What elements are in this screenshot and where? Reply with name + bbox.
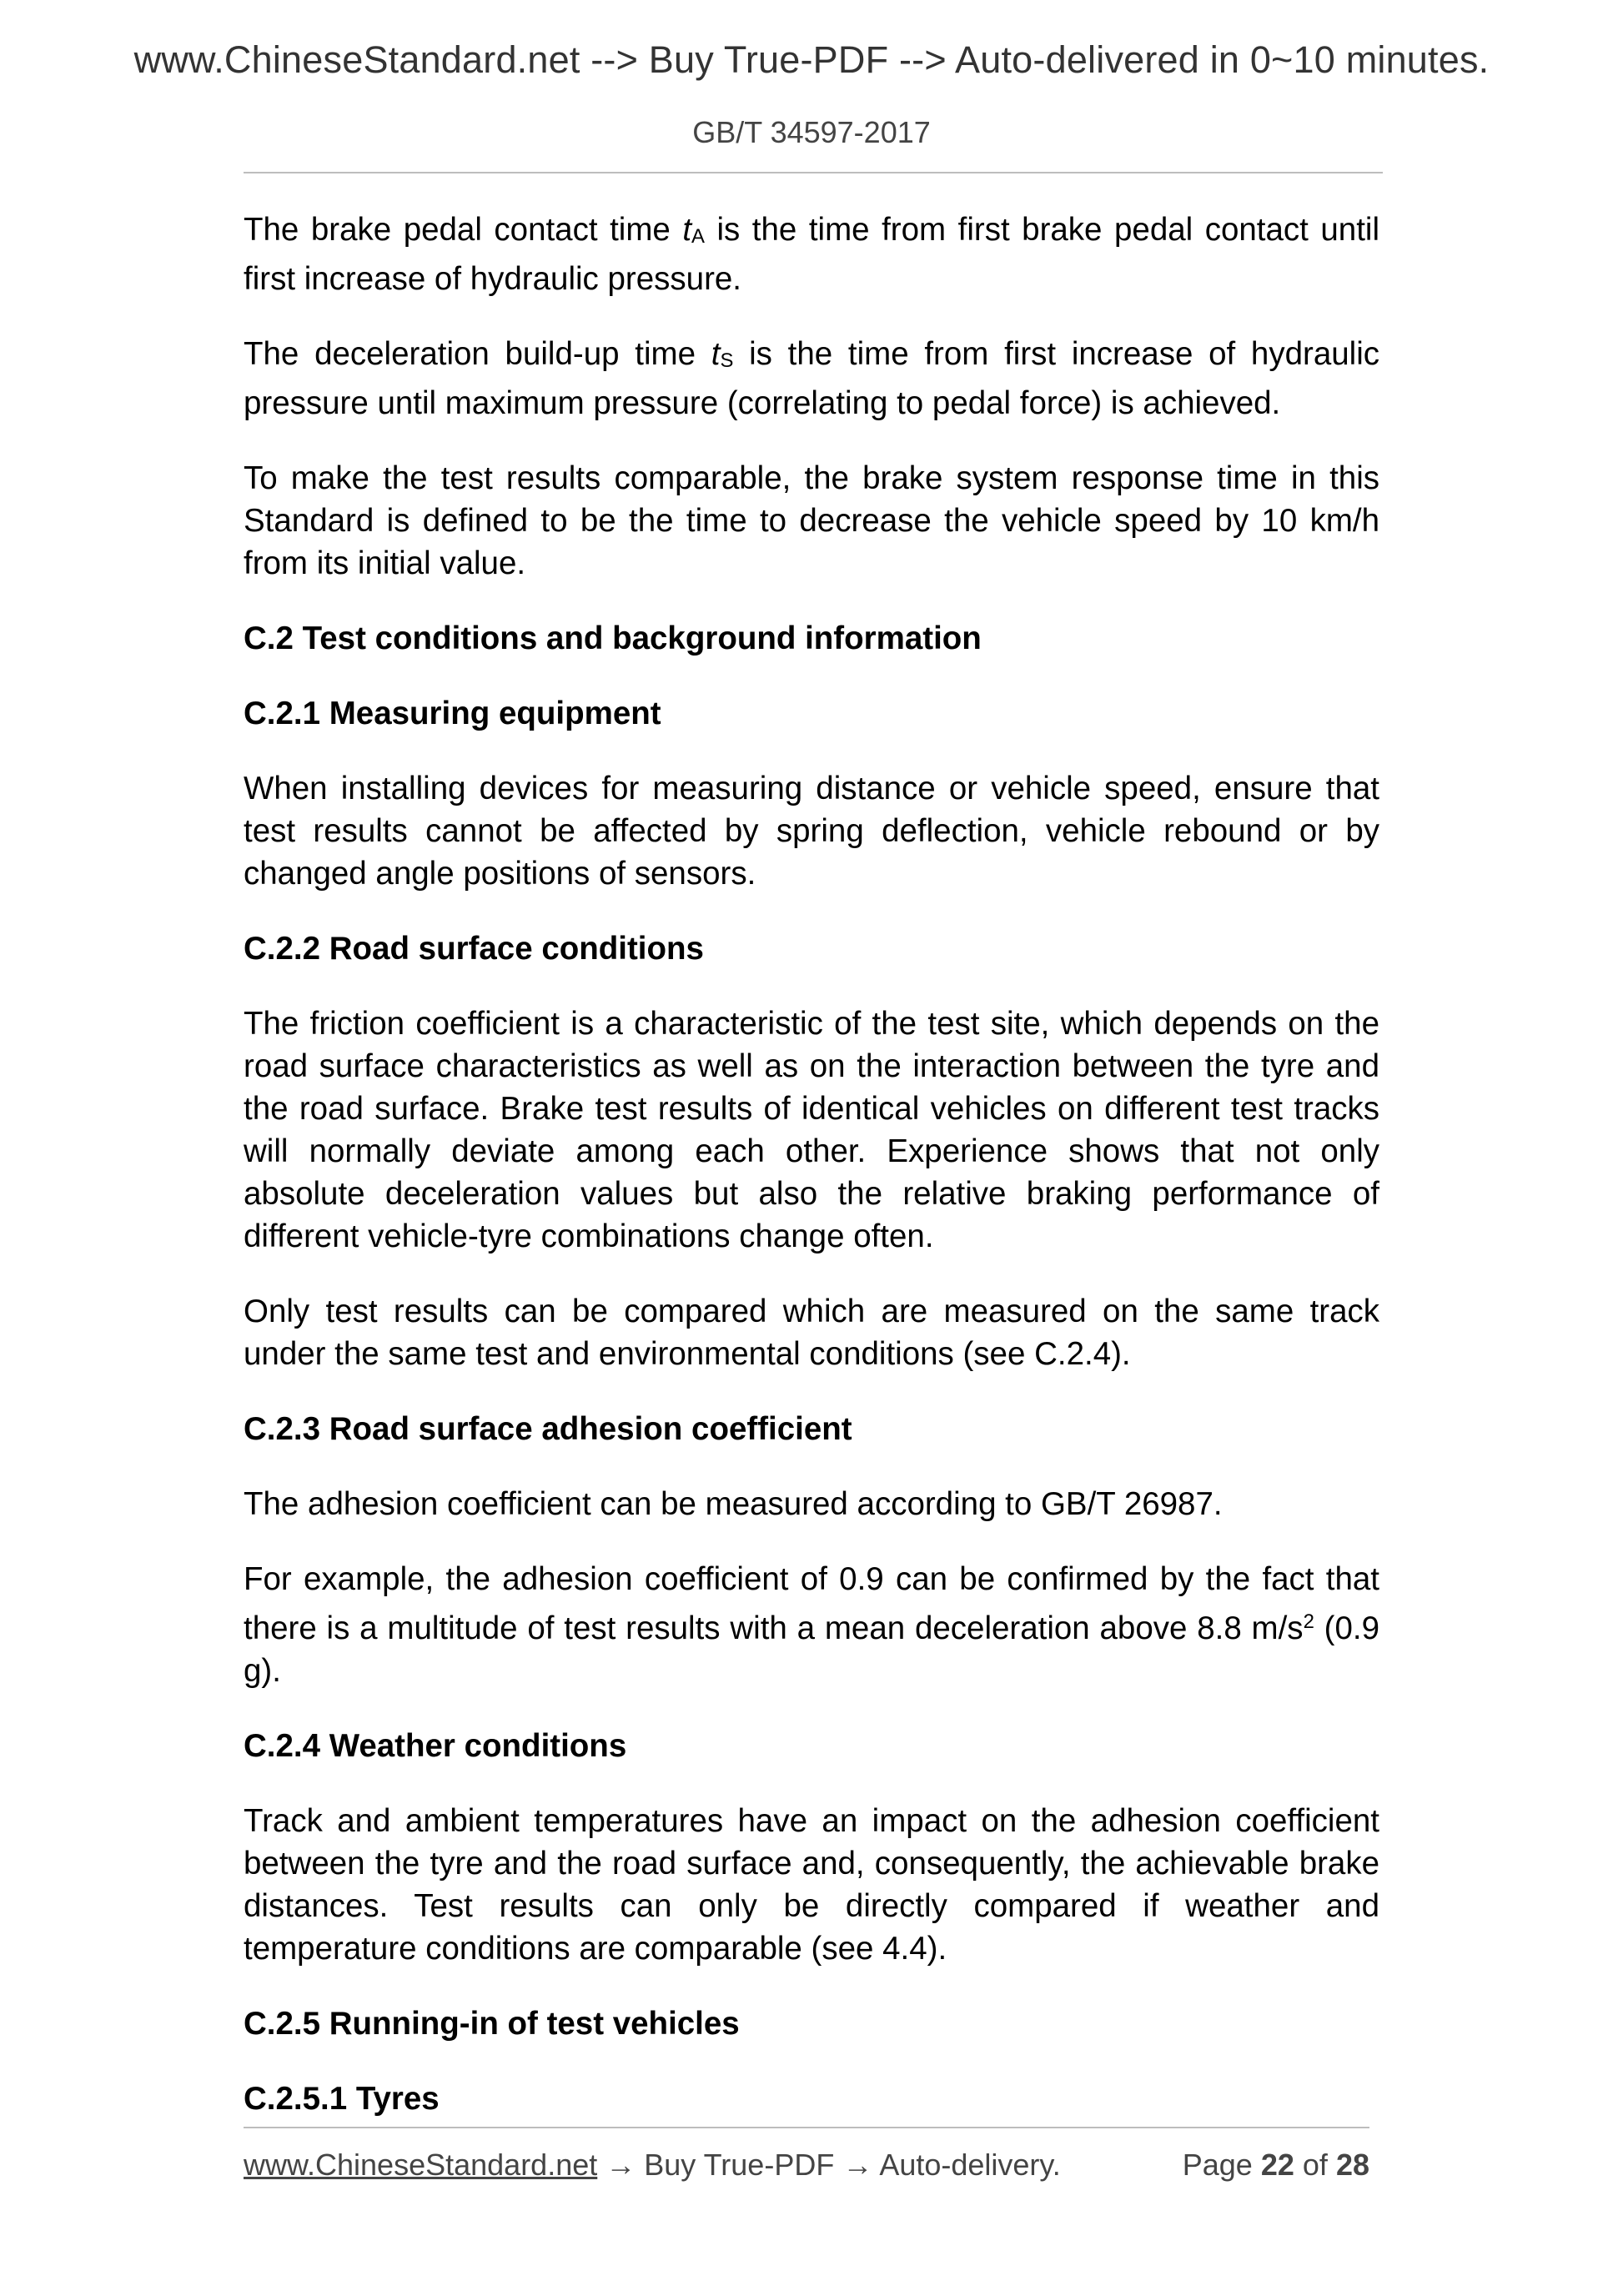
variable-t: t — [711, 335, 721, 372]
current-page: 22 — [1260, 2148, 1294, 2182]
paragraph-response-time-definition: To make the test results comparable, the brake system response time in this Standard is defined to be the time to decrease the vehicle speed by 10 km/h from its initial value. — [244, 460, 1379, 581]
header-divider — [244, 172, 1383, 173]
subscript-s: S — [720, 349, 734, 372]
footer-promo — [244, 2148, 1061, 2183]
heading-c2-4: C.2.4 Weather conditions — [244, 1727, 627, 1764]
paragraph-adhesion-example: For example, the adhesion coefficient of 0.9 can be confirmed by the fact that there is a multitude of test results with a mean deceleration above 8.8 $m/s^2$ (0.9 g). — [244, 1560, 1379, 1689]
heading-c2-5: C.2.5 Running-in of test vehicles — [244, 2005, 740, 2042]
paragraph-measuring-equipment: When installing devices for measuring distance or vehicle speed, ensure that test results cannot be affected by spring deflection, vehicle rebound or by changed angle positions of sensors. — [244, 770, 1379, 892]
heading-c2-3: C.2.3 Road surface adhesion coefficient — [244, 1410, 852, 1447]
variable-t: t — [682, 212, 692, 248]
heading-c2: C.2 Test conditions and background information — [244, 620, 982, 656]
paragraph-weather-conditions: Track and ambient temperatures have an impact on the adhesion coefficient between the tyre and the road surface and, consequently, the achievable brake distances. Test results can only be directly compared if weather and temperature conditions are comparable (see 4.4). — [244, 1802, 1379, 1967]
paragraph-comparability: Only test results can be compared which are measured on the same track under the same test and environmental conditions (see C.2.4). — [244, 1293, 1379, 1372]
total-pages: 28 — [1335, 2148, 1369, 2182]
footer-divider — [244, 2127, 1369, 2128]
superscript-2: 2 — [1303, 1610, 1314, 1633]
page-number: Page 22 of 28 — [1182, 2148, 1369, 2182]
paragraph-deceleration-buildup-time: The deceleration build-up time tS is the time from first increase of hydraulic pressure until maximum pressure (correlating to pedal force) is achieved. — [244, 335, 1379, 421]
paragraph-friction-coefficient: The friction coefficient is a characteristic of the test site, which depends on the road surface characteristics as well as on the interaction between the tyre and the road surface. Brake test results of identical vehicles on different test tracks will normally deviate among each other. Experience shows that not only absolute deceleration values but also the relative braking performance of different vehicle-tyre combinations change often. — [244, 1005, 1379, 1254]
footer-promo-text: → Buy True-PDF → Auto-delivery. — [597, 2148, 1061, 2182]
heading-c2-1: C.2.1 Measuring equipment — [244, 695, 661, 731]
paragraph-adhesion-measurement: The adhesion coefficient can be measured according to GB/T 26987. — [244, 1485, 1223, 1522]
document-body — [244, 208, 1379, 2153]
top-banner: www.ChineseStandard.net --> Buy True-PDF --> Auto-delivered in 0~10 minutes. — [133, 38, 1490, 81]
paragraph-pedal-contact-time: The brake pedal contact time tA is the time from first brake pedal contact until first increase of hydraulic pressure. — [244, 212, 1379, 297]
footer-website-link[interactable]: www.ChineseStandard.net — [244, 2148, 598, 2182]
heading-c2-2: C.2.2 Road surface conditions — [244, 930, 704, 967]
standard-code: GB/T 34597-2017 — [692, 115, 931, 149]
subscript-a: A — [691, 224, 705, 248]
heading-c2-5-1: C.2.5.1 Tyres — [244, 2080, 440, 2117]
